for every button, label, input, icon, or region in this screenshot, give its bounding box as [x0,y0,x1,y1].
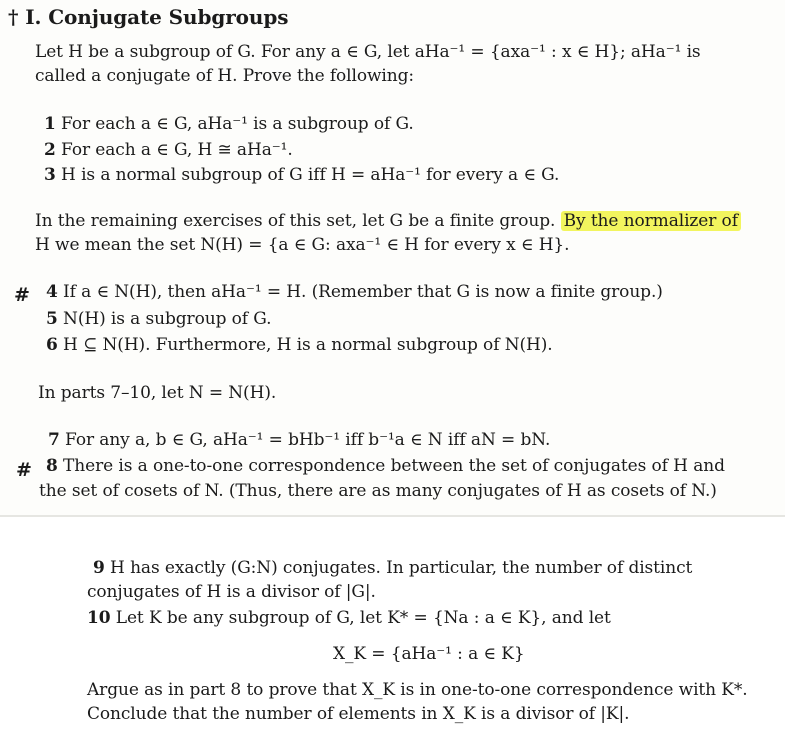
exercise-10-line-3: Conclude that the number of elements in X_K is a divisor of |K|. [87,704,630,724]
exercise-3 [44,164,559,186]
exercise-4 [46,281,663,303]
exercise-number: 5 [46,309,58,329]
exercise-number: 7 [48,430,60,450]
exercise-text: For each a ∈ G, aHa⁻¹ is a subgroup of G. [61,114,414,134]
exercise-10-line-2: Argue as in part 8 to prove that X_K is in one-to-one correspondence with K*. [87,680,748,700]
dagger-mark: † [8,5,19,29]
intro-line-1: Let H be a subgroup of G. For any a ∈ G, let aHa⁻¹ = {axa⁻¹ : x ∈ H}; aHa⁻¹ is [35,42,701,62]
exercise-number: 10 [87,608,111,628]
exercise-text: For any a, b ∈ G, aHa⁻¹ = bHb⁻¹ iff b⁻¹a ∈ N iff aN = bN. [65,430,551,450]
exercise-number: 9 [93,558,105,578]
remaining-line-1 [35,210,741,232]
exercise-6 [46,334,553,356]
exercise-text: H has exactly (G:N) conjugates. In particular, the number of distinct [110,558,693,578]
display-formula: X_K = {aHa⁻¹ : a ∈ K} [333,644,525,664]
section-title-text: I. Conjugate Subgroups [25,5,289,29]
exercise-text: H ⊆ N(H). Furthermore, H is a normal subgroup of N(H). [63,335,553,355]
remaining-line-2: H we mean the set N(H) = {a ∈ G: axa⁻¹ ∈ H for every x ∈ H}. [35,235,570,255]
exercise-5 [46,308,271,330]
exercise-9-line-1 [93,557,692,579]
exercise-8-line-2: the set of cosets of N. (Thus, there are as many conjugates of H as cosets of N.) [39,481,717,501]
remaining-text: In the remaining exercises of this set, let G be a finite group. [35,211,556,231]
intro-line-2: called a conjugate of H. Prove the following: [35,66,415,86]
exercise-10-line-1 [87,607,611,629]
exercise-text: If a ∈ N(H), then aHa⁻¹ = H. (Remember that G is now a finite group.) [63,282,663,302]
exercise-8-line-1 [46,455,725,477]
exercise-1 [44,113,414,135]
exercise-text: For each a ∈ G, H ≅ aHa⁻¹. [61,140,293,160]
parts-note: In parts 7–10, let N = N(H). [38,383,277,403]
exercise-number: 1 [44,114,56,134]
exercise-number: 3 [44,165,56,185]
exercise-text: N(H) is a subgroup of G. [63,309,272,329]
exercise-2 [44,139,293,161]
exercise-text: H is a normal subgroup of G iff H = aHa⁻¹ for every a ∈ G. [61,165,560,185]
exercise-7 [48,429,550,451]
hash-mark: # [16,459,32,481]
exercise-text: There is a one-to-one correspondence between the set of conjugates of H and [63,456,725,476]
exercise-text: Let K be any subgroup of G, let K* = {Na : a ∈ K}, and let [115,608,611,628]
exercise-number: 4 [46,282,58,302]
highlighted-text: By the normalizer of [561,211,741,231]
section-title [8,6,288,28]
exercise-number: 6 [46,335,58,355]
hash-mark: # [14,284,30,306]
exercise-9-line-2: conjugates of H is a divisor of |G|. [87,582,376,602]
exercise-number: 2 [44,140,56,160]
exercise-number: 8 [46,456,58,476]
